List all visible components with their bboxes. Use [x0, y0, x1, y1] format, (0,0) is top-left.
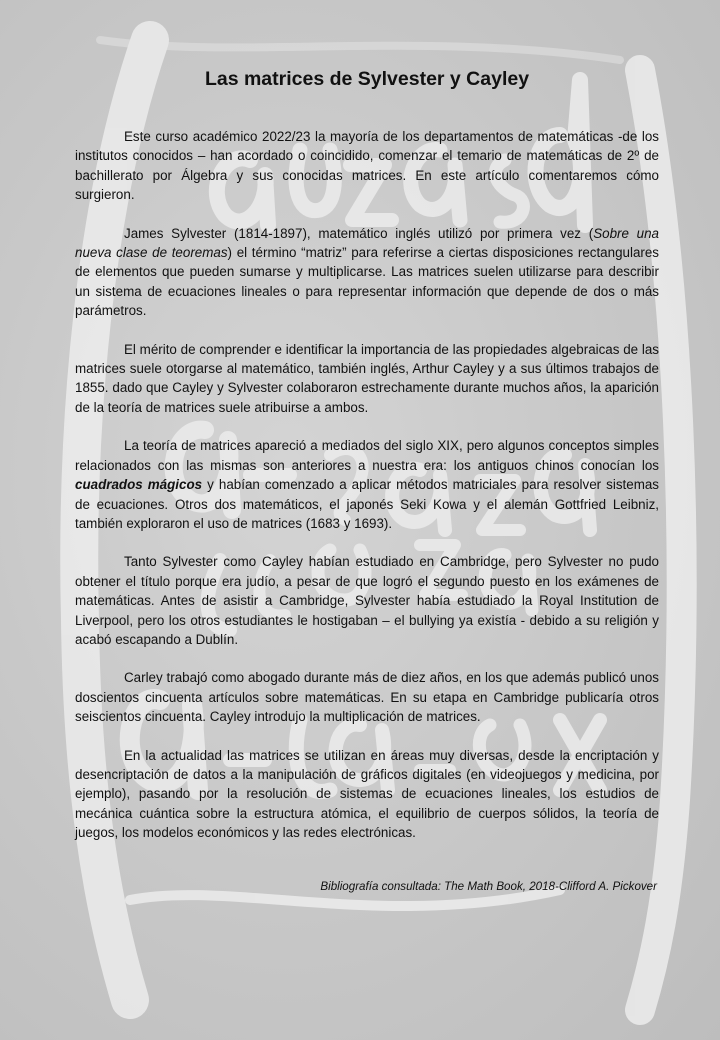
paragraph-history	[75, 436, 659, 533]
paragraph-sylvester-text-end: ) el término “matriz” para referirse a ciertas disposiciones rectangulares de elementos que pueden sumarse y multiplicarse. Las matrices suelen utilizarse para describir un sistema de ecuaciones lineales o para representar información que depende de dos o más parámetros.	[75, 245, 659, 319]
paragraph-carley: Carley trabajó como abogado durante más de diez años, en los que además publicó unos doscientos cincuenta artículos sobre matemáticas. En su etapa en Cambridge publicaría otros seiscientos cincuenta. Cayley introdujo la multiplicación de matrices.	[75, 670, 659, 725]
book-title-italic: Sobre una nueva clase de teoremas	[75, 225, 660, 261]
paragraph-history-text-end: y habían comenzado a aplicar métodos matriciales para resolver sistemas de ecuaciones. Otros dos matemáticos, el japonés Seki Kowa y el alemán Gottfried Leibniz, también exploraron el uso de matrices (1683 y 1693).	[75, 477, 659, 531]
paragraph-history-text-start: La teoría de matrices apareció a mediados del siglo XIX, pero algunos conceptos simples relacionados con las mismas son anteriores a nuestra era: los antiguos chinos conocían los	[75, 438, 659, 473]
magic-squares-emphasis: cuadrados mágicos	[75, 477, 203, 493]
paragraph-sylvester	[75, 224, 659, 321]
paragraph-cambridge: Tanto Sylvester como Cayley habían estudiado en Cambridge, pero Sylvester no pudo obtener el título porque era judío, a pesar de que logró el segundo puesto en los exámenes de matemáticas. Antes de asistir a Cambridge, Sylvester había estudiado la Royal Institution de Liverpool, pero los otros estudiantes le hostigaban – el bullying ya existía - debido a su religión y acabó escapando a Dublín.	[75, 554, 659, 647]
article-title: Las matrices de Sylvester y Cayley	[204, 68, 530, 90]
paragraph-applications: En la actualidad las matrices se utilizan en áreas muy diversas, desde la encriptación y desencriptación de datos a la manipulación de gráficos digitales (en videojuegos y medicina, por ejemplo), pasando por la resolución de sistemas de ecuaciones lineales, los estudios de mecánica cuántica sobre la estructura atómica, el equilibrio de cuerpos sólidos, la teoría de juegos, los modelos económicos y las redes electrónicas.	[75, 747, 659, 841]
paragraph-intro: Este curso académico 2022/23 la mayoría de los departamentos de matemáticas -de los institutos conocidos – han acordado o coincidido, comenzar el temario de matemáticas de 2º de bachillerato por Álgebra y sus conocidas matrices. En este artículo comentaremos cómo surgieron.	[75, 129, 659, 203]
paragraph-cayley: El mérito de comprender e identificar la importancia de las propiedades algebraicas de las matrices suele otorgarse al matemático, también inglés, Arthur Cayley y a sus últimos trabajos de 1855. dado que Cayley y Sylvester colaboraron estrechamente durante muchos años, la aparición de la teoría de matrices suele atribuirse a ambos.	[75, 341, 659, 415]
paragraph-sylvester-text-start: James Sylvester (1814-1897), matemático inglés utilizó por primera vez (	[124, 225, 594, 241]
bibliography-note: Bibliografía consultada: The Math Book, 2018-Clifford A. Pickover	[320, 879, 657, 893]
article	[75, 68, 659, 915]
